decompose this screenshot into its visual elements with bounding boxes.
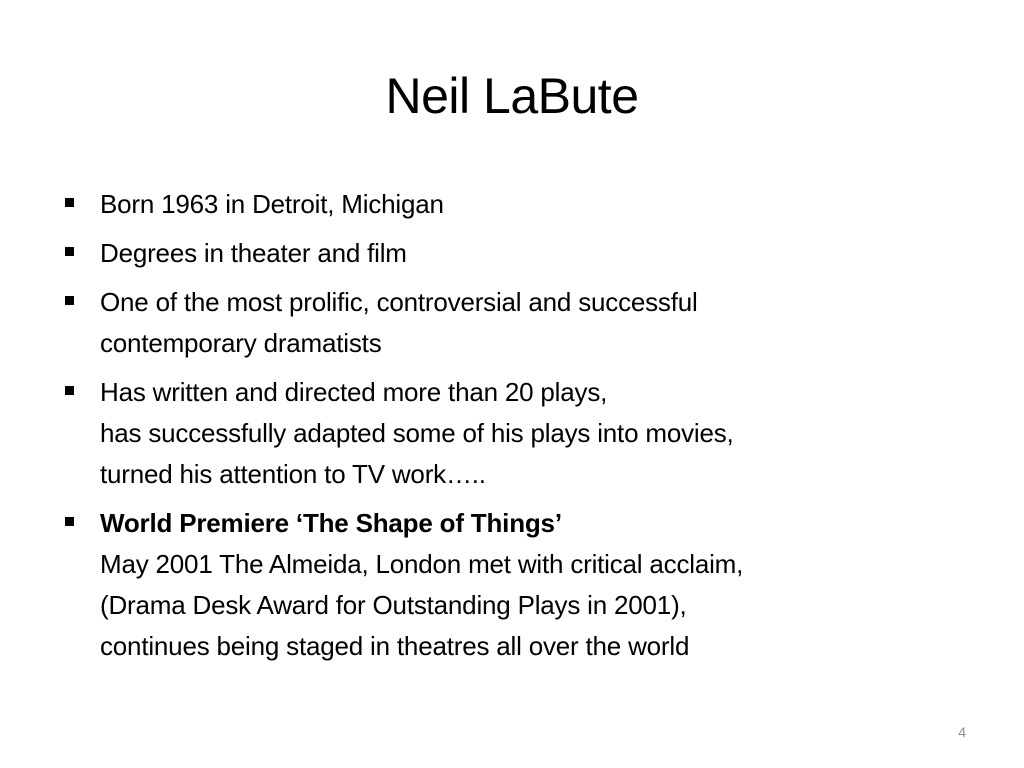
bullet-text-line-1: May 2001 The Almeida, London met with critical acclaim, xyxy=(100,549,744,579)
bullet-text-line-2: has successfully adapted some of his plays into movies, xyxy=(100,418,734,448)
bullet-text-line-1: One of the most prolific, controversial and successful xyxy=(100,287,698,317)
bullet-item-works xyxy=(62,372,982,495)
square-bullet-icon xyxy=(65,296,74,305)
square-bullet-icon xyxy=(65,517,74,526)
slide-title: Neil LaBute xyxy=(385,68,639,124)
bullet-text: Born 1963 in Detroit, Michigan xyxy=(100,189,444,219)
bullet-list xyxy=(62,184,982,675)
bullet-text-line-2: contemporary dramatists xyxy=(100,328,382,358)
bullet-item-born xyxy=(62,184,982,225)
bullet-text-line-3: continues being staged in theatres all over the world xyxy=(100,631,690,661)
bullet-item-dramatist xyxy=(62,282,982,364)
square-bullet-icon xyxy=(65,198,74,207)
square-bullet-icon xyxy=(65,247,74,256)
bullet-text-line-1: Has written and directed more than 20 plays, xyxy=(100,377,608,407)
page-number: 4 xyxy=(958,724,966,740)
bullet-heading: World Premiere ‘The Shape of Things’ xyxy=(100,508,562,538)
bullet-text-line-3: turned his attention to TV work….. xyxy=(100,459,486,489)
bullet-text: Degrees in theater and film xyxy=(100,238,407,268)
bullet-item-world-premiere xyxy=(62,503,982,667)
bullet-text-line-2: (Drama Desk Award for Outstanding Plays in 2001), xyxy=(100,590,687,620)
bullet-item-degrees xyxy=(62,233,982,274)
square-bullet-icon xyxy=(65,386,74,395)
